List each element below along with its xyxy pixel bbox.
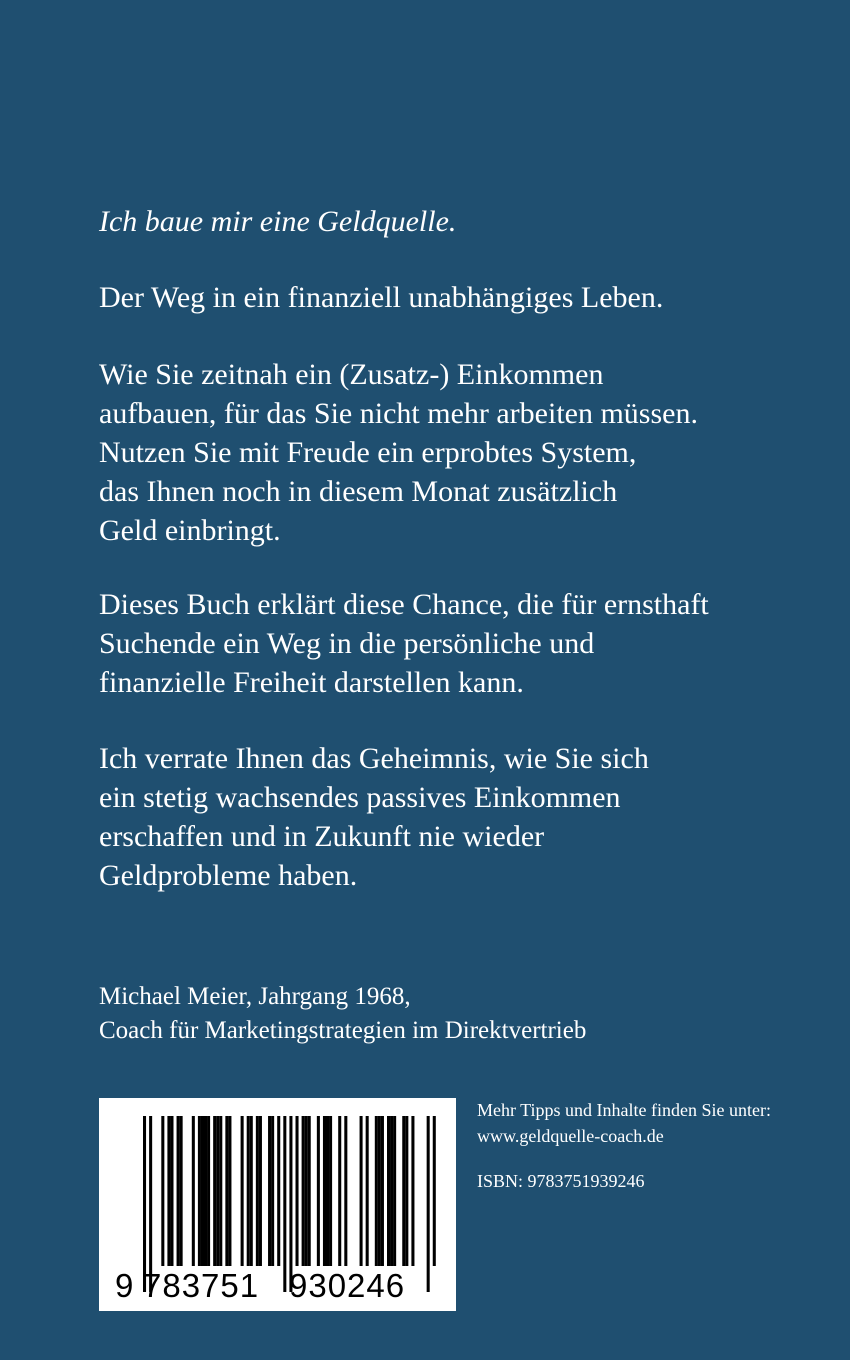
barcode-bar [177, 1116, 180, 1266]
barcode-bar [247, 1116, 250, 1266]
barcode-bar [378, 1116, 381, 1266]
barcode-bar [259, 1116, 262, 1266]
subtitle-text: Der Weg in ein finanziell unabhängiges Leben. [99, 281, 664, 314]
barcode-bar [228, 1116, 231, 1266]
barcode-digits [99, 1266, 456, 1306]
barcode-bar [161, 1116, 164, 1266]
barcode-left-group: 783751 [143, 1267, 260, 1304]
paragraph-1 [99, 355, 779, 550]
paragraph-line: aufbauen, für das Sie nicht mehr arbeiten müssen. [99, 397, 698, 430]
barcode-bar [250, 1116, 253, 1266]
barcode-bar [216, 1116, 219, 1266]
barcode-bar [305, 1116, 308, 1266]
tagline [99, 202, 779, 241]
barcode-bar [308, 1116, 311, 1266]
barcode-bar [213, 1116, 216, 1266]
barcode-bar [375, 1116, 378, 1266]
barcode-bar [192, 1116, 195, 1266]
barcode-first-digit: 9 [115, 1267, 134, 1304]
paragraph-line: Geldprobleme haben. [99, 859, 358, 892]
paragraph-line: Nutzen Sie mit Freude ein erprobtes System, [99, 436, 637, 469]
barcode-bar [167, 1116, 170, 1266]
website-link[interactable]: www.geldquelle-coach.de [477, 1126, 664, 1146]
barcode-bar [344, 1116, 347, 1266]
barcode-bar [390, 1116, 393, 1266]
barcode-bar [170, 1116, 173, 1266]
info-text: Mehr Tipps und Inhalte finden Sie unter: [477, 1100, 771, 1120]
author-name: Michael Meier, Jahrgang 1968, [99, 983, 411, 1010]
barcode-bar [387, 1116, 390, 1266]
barcode-bar [204, 1116, 207, 1266]
barcode-bar [405, 1116, 408, 1266]
paragraph-line: ein stetig wachsendes passives Einkommen [99, 781, 621, 814]
barcode-bar [323, 1116, 326, 1266]
barcode-bar [302, 1116, 305, 1266]
barcode-bar [180, 1116, 183, 1266]
paragraph-line: finanzielle Freiheit darstellen kann. [99, 666, 524, 699]
barcode-bar [241, 1116, 244, 1266]
paragraph-line: Suchende ein Weg in die persönliche und [99, 627, 595, 660]
barcode-bar [198, 1116, 201, 1266]
barcode-bar [201, 1116, 204, 1266]
author-role: Coach für Marketingstrategien im Direktvertrieb [99, 1017, 587, 1044]
paragraph-line: Dieses Buch erklärt diese Chance, die für ernsthaft [99, 588, 709, 621]
barcode-bar [366, 1116, 369, 1266]
barcode-right-group: 930246 [289, 1267, 406, 1304]
barcode-bar [326, 1116, 329, 1266]
barcode-bar [277, 1116, 280, 1266]
paragraph-3 [99, 739, 779, 895]
barcode-bar [381, 1116, 384, 1266]
tagline-text: Ich baue mir eine Geldquelle. [99, 205, 457, 238]
barcode-bar [271, 1116, 274, 1266]
barcode-bar [393, 1116, 396, 1266]
barcode-bar [296, 1116, 299, 1266]
barcode-bar [338, 1116, 341, 1266]
paragraph-line: Wie Sie zeitnah ein (Zusatz-) Einkommen [99, 358, 604, 391]
subtitle [99, 278, 779, 317]
paragraph-line: das Ihnen noch in diesem Monat zusätzlich [99, 475, 618, 508]
barcode-bar [329, 1116, 332, 1266]
barcode-bar [411, 1116, 414, 1266]
paragraph-line: Ich verrate Ihnen das Geheimnis, wie Sie sich [99, 742, 649, 775]
barcode-bar [268, 1116, 271, 1266]
barcode-bar [207, 1116, 210, 1266]
info-block [477, 1097, 771, 1149]
paragraph-2 [99, 585, 779, 702]
barcode-bar [219, 1116, 222, 1266]
barcode-bar [433, 1116, 436, 1266]
barcode-bar [360, 1116, 363, 1266]
barcode-bar [256, 1116, 259, 1266]
author-bio [99, 980, 586, 1048]
barcode-bar [225, 1116, 228, 1266]
barcode-bar [402, 1116, 405, 1266]
paragraph-line: Geld einbringt. [99, 514, 281, 547]
barcode-bar [317, 1116, 320, 1266]
isbn-number: ISBN: 9783751939246 [477, 1171, 645, 1191]
barcode [99, 1098, 456, 1311]
paragraph-line: erschaffen und in Zukunft nie wieder [99, 820, 545, 853]
